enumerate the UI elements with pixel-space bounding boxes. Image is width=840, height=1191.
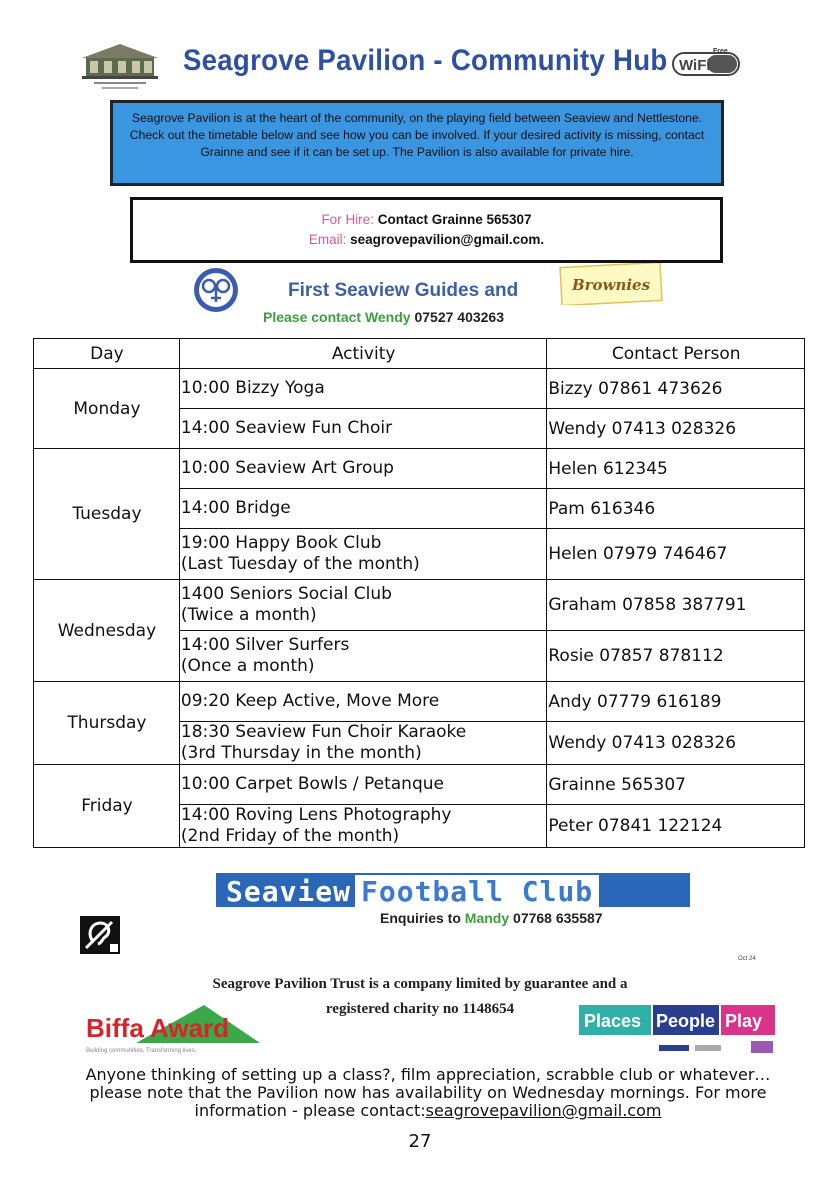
activity-cell: 09:20 Keep Active, Move More [179,682,546,722]
football-enquiries [380,910,603,926]
table-row [34,682,805,722]
header-contact: Contact Person [547,339,805,369]
free-wifi-icon [671,44,741,78]
trust-line-1: Seagrove Pavilion Trust is a company limited by guarantee and a [212,976,628,992]
brownies-logo [559,263,663,305]
header-activity: Activity [179,339,546,369]
contact-cell: Helen 612345 [547,449,805,489]
ppp-people: People [656,1011,716,1031]
date-code: Oct 24 [738,956,756,962]
contact-cell: Rosie 07857 878112 [547,631,805,682]
contact-cell: Peter 07841 122124 [547,805,805,848]
activity-note: (Last Tuesday of the month) [180,554,420,574]
header-day: Day [34,339,180,369]
football-club-word2: Football Club [355,875,599,908]
pavilion-logo [78,42,162,92]
football-enquiries-label: Enquiries to [380,910,461,926]
activity-cell [179,722,546,765]
brownies-label: Brownies [571,276,651,294]
hire-box [130,197,723,263]
footer-email-link[interactable]: seagrovepavilion@gmail.com [425,1101,662,1120]
activity-cell: 10:00 Seaview Art Group [179,449,546,489]
activity-name: 1400 Seniors Social Club [180,584,392,604]
football-contact-name: Mandy [464,910,510,926]
activity-cell: 14:00 Seaview Fun Choir [179,409,546,449]
table-row [34,765,805,805]
contact-cell: Wendy 07413 028326 [547,722,805,765]
activity-name: 18:30 Seaview Fun Choir Karaoke [180,722,467,742]
contact-cell: Pam 616346 [547,489,805,529]
hearing-loop-icon [80,916,120,954]
activity-cell [179,805,546,848]
timetable [33,338,805,848]
table-header-row [34,339,805,369]
trust-line-2: registered charity no 1148654 [325,1001,515,1017]
football-contact-number: 07768 635587 [513,910,603,926]
places-people-play-logo [579,1003,777,1059]
intro-box: Seagrove Pavilion is at the heart of the community, on the playing field between Seaview and Nettlestone. Check out the timetable below and see how you can be involved. If your desired activity is missing, contact Grainne and see if it can be set up. The Pavilion is also available for private hire. [110,100,724,186]
email-label: Email: [308,232,347,247]
footer-text: Anyone thinking of setting up a class?, film appreciation, scrabble club or whatever…please note that the Pavilion now has availability on Wednesday mornings. For more information - please contact: [85,1065,771,1120]
wifi-free-label: Free [713,48,728,55]
day-cell: Friday [34,765,180,848]
table-row [34,369,805,409]
page-title: Seagrove Pavilion - Community Hub [183,44,668,77]
wifi-label: WiFi [679,57,711,74]
activity-name: 14:00 Roving Lens Photography [180,805,452,825]
contact-cell: Wendy 07413 028326 [547,409,805,449]
activity-name: 19:00 Happy Book Club [180,533,382,553]
hire-email: seagrovepavilion@gmail.com. [350,232,545,247]
guides-title: First Seaview Guides and [288,280,519,301]
guides-contact [263,309,504,325]
activity-note: (Once a month) [180,656,315,676]
activity-note: (Twice a month) [180,605,317,625]
contact-cell: Grainne 565307 [547,765,805,805]
girlguiding-trefoil-icon [189,266,243,314]
contact-cell: Andy 07779 616189 [547,682,805,722]
football-club-word1: Seaview [226,875,352,908]
guides-contact-label: Please contact Wendy [263,309,411,325]
day-cell: Tuesday [34,449,180,580]
contact-cell: Helen 07979 746467 [547,529,805,580]
day-cell: Thursday [34,682,180,765]
contact-cell: Bizzy 07861 473626 [547,369,805,409]
biffa-tagline: Building communities. Transforming lives. [86,1048,197,1054]
hire-contact: Contact Grainne 565307 [377,212,532,227]
activity-cell [179,529,546,580]
day-cell: Monday [34,369,180,449]
guides-contact-number: 07527 403263 [414,309,505,325]
table-row [34,580,805,631]
ppp-places: Places [584,1011,642,1031]
football-club-banner [216,873,690,907]
activity-cell [179,580,546,631]
hire-label: For Hire: [321,212,374,227]
footer-note [72,1066,784,1120]
activity-cell: 14:00 Bridge [179,489,546,529]
activity-note: (2nd Friday of the month) [180,826,400,846]
table-row [34,449,805,489]
activity-cell: 10:00 Bizzy Yoga [179,369,546,409]
biffa-award-label: Biffa Award [86,1013,230,1043]
page-number: 27 [408,1131,432,1152]
activity-cell [179,631,546,682]
activity-cell: 10:00 Carpet Bowls / Petanque [179,765,546,805]
activity-name: 14:00 Silver Surfers [180,635,350,655]
ppp-play: Play [725,1011,763,1031]
contact-cell: Graham 07858 387791 [547,580,805,631]
day-cell: Wednesday [34,580,180,682]
activity-note: (3rd Thursday in the month) [180,743,422,763]
